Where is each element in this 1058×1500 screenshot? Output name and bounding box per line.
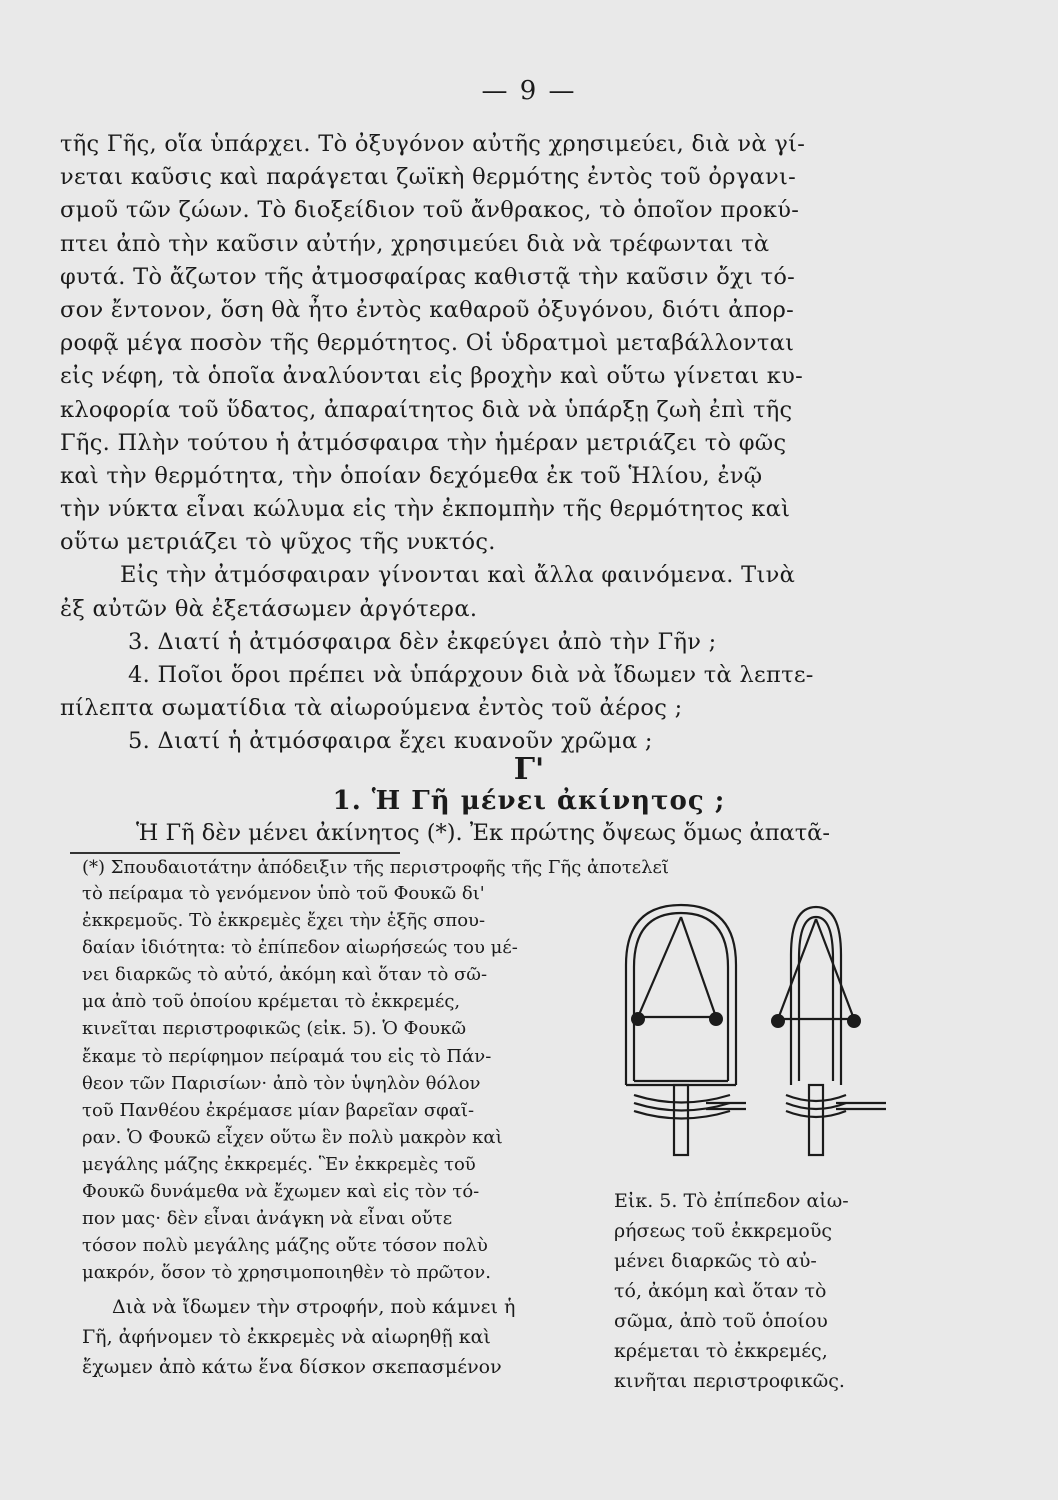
caption-line: κινῆται περιστροφικῶς.: [614, 1370, 845, 1392]
left-pendulum-strings: [638, 917, 716, 1017]
text-line: πτει ἀπὸ τὴν καῦσιν αὐτήν, χρησιμεύει διὰ νὰ τρέφωνται τὰ: [60, 230, 770, 257]
right-bob-2: [847, 1014, 861, 1028]
footnote-line: κινεῖται περιστροφικῶς (εἰκ. 5). Ὁ Φουκῶ: [82, 1018, 467, 1040]
text-line: Εἰς τὴν ἀτμόσφαιραν γίνονται καὶ ἄλλα φαινόμενα. Τινὰ: [120, 562, 796, 589]
footnote-head: (*) Σπουδαιοτάτην ἀπόδειξιν τῆς περιστροφῆς τῆς Γῆς ἀποτελεῖ: [82, 857, 669, 878]
question-4: 4. Ποῖοι ὅροι πρέπει νὰ ὑπάρχουν διὰ νὰ ἴδωμεν τὰ λεπτε-: [128, 662, 814, 688]
caption-line: τό, ἀκόμη καὶ ὅταν τὸ: [614, 1280, 827, 1302]
footnote-line: Γῆ, ἀφήνομεν τὸ ἐκκρεμὲς νὰ αἰωρηθῇ καὶ: [82, 1326, 491, 1348]
footnote-line: τοῦ Πανθέου ἐκρέμασε μίαν βαρεῖαν σφαῖ-: [82, 1099, 475, 1121]
footnote-line: πον μας· δὲν εἶναι ἀνάγκη νὰ εἶναι οὔτε: [82, 1208, 453, 1230]
text-line: Γῆς. Πλὴν τούτου ἡ ἀτμόσφαιρα τὴν ἡμέραν μετριάζει τὸ φῶς: [60, 429, 787, 456]
footnote-line: Διὰ νὰ ἴδωμεν τὴν στροφήν, ποὺ κάμνει ἡ: [112, 1296, 516, 1318]
question-5: 5. Διατί ἡ ἀτμόσφαιρα ἔχει κυανοῦν χρῶμα ;: [128, 728, 653, 755]
footnote-line: ἔκαμε τὸ περίφημον πείραμά του εἰς τὸ Πάν-: [82, 1045, 492, 1067]
footnote-line: τόσον πολὺ μεγάλης μάζης οὔτε τόσον πολὺ: [82, 1235, 488, 1257]
page-number: — 9 —: [481, 76, 577, 106]
footnote-continuation: [82, 1292, 602, 1382]
footnote-line: μα ἀπὸ τοῦ ὁποίου κρέμεται τὸ ἐκκρεμές,: [82, 991, 461, 1013]
text-line: ἐξ αὐτῶν θὰ ἐξετάσωμεν ἀργότερα.: [60, 595, 478, 622]
footnote-line: ἐκκρεμοῦς. Τὸ ἐκκρεμὲς ἔχει τὴν ἑξῆς σπου-: [82, 910, 486, 932]
footnote-line: ραν. Ὁ Φουκῶ εἶχεν οὕτω ἓν πολὺ μακρὸν καὶ: [82, 1126, 503, 1148]
text-line: τῆς Γῆς, οἵα ὑπάρχει. Τὸ ὀξυγόνον αὐτῆς χρησιμεύει, διὰ νὰ γί-: [60, 131, 806, 157]
figure-caption: [614, 1186, 896, 1396]
footnote-line: τὸ πείραμα τὸ γενόμενον ὑπὸ τοῦ Φουκῶ δι': [82, 883, 485, 904]
footnote-text: [82, 880, 602, 1286]
text-line: πίλεπτα σωματίδια τὰ αἰωρούμενα ἐντὸς τοῦ ἀέρος ;: [60, 695, 683, 722]
right-pendulum-strings: [778, 919, 854, 1019]
text-line: ροφᾷ μέγα ποσὸν τῆς θερμότητος. Οἱ ὑδρατμοὶ μεταβάλλονται: [60, 330, 795, 357]
text-line: σον ἔντονον, ὅση θὰ ἦτο ἐντὸς καθαροῦ ὀξυγόνου, διότι ἀπορ-: [60, 296, 795, 323]
text-line: καὶ τὴν θερμότητα, τὴν ὁποίαν δεχόμεθα ἐκ τοῦ Ἡλίου, ἐνῷ: [60, 462, 763, 489]
text-line: εἰς νέφη, τὰ ὁποῖα ἀναλύονται εἰς βροχὴν καὶ οὕτω γίνεται κυ-: [60, 363, 804, 390]
text-line: κλοφορία τοῦ ὕδατος, ἀπαραίτητος διὰ νὰ ὑπάρξῃ ζωὴ ἐπὶ τῆς: [60, 396, 793, 423]
caption-line: μένει διαρκῶς τὸ αὐ-: [614, 1250, 817, 1272]
footnote-line: θεον τῶν Παρισίων· ἀπὸ τὸν ὑψηλὸν θόλον: [82, 1072, 481, 1094]
footnote-line: Φουκῶ δυνάμεθα νὰ ἔχωμεν καὶ εἰς τὸν τό-: [82, 1181, 480, 1203]
text-line: φυτά. Τὸ ἄζωτον τῆς ἀτμοσφαίρας καθιστᾷ τὴν καῦσιν ὄχι τό-: [60, 263, 796, 290]
right-bob-1: [771, 1014, 785, 1028]
caption-line: κρέμεται τὸ ἐκκρεμές,: [614, 1340, 828, 1362]
caption-line: σῶμα, ἀπὸ τοῦ ὁποίου: [614, 1310, 828, 1332]
foucault-pendulum-figure: [606, 895, 896, 1175]
section-letter: Γ': [513, 752, 545, 787]
section-title: 1. Ἡ Γῆ μένει ἀκίνητος ;: [332, 786, 726, 816]
body-text: [60, 128, 890, 759]
footnote-line: νει διαρκῶς τὸ αὐτό, ἀκόμη καὶ ὅταν τὸ σῶ-: [82, 964, 488, 986]
caption-line: ρήσεως τοῦ ἐκκρεμοῦς: [614, 1220, 833, 1242]
text-line: οὕτω μετριάζει τὸ ψῦχος τῆς νυκτός.: [60, 529, 496, 556]
left-bob-1: [631, 1012, 645, 1026]
question-3: 3. Διατί ἡ ἀτμόσφαιρα δὲν ἐκφεύγει ἀπὸ τὴν Γῆν ;: [128, 628, 717, 655]
footnote-line: δαίαν ἰδιότητα: τὸ ἐπίπεδον αἰωρήσεώς του μέ-: [82, 937, 518, 959]
left-bob-2: [709, 1012, 723, 1026]
footnote-line: μεγάλης μάζης ἐκκρεμές. Ἓν ἐκκρεμὲς τοῦ: [82, 1153, 476, 1175]
text-line: τὴν νύκτα εἶναι κώλυμα εἰς τὴν ἐκπομπὴν τῆς θερμότητος καὶ: [60, 496, 791, 523]
text-line: σμοῦ τῶν ζώων. Τὸ διοξείδιον τοῦ ἄνθρακος, τὸ ὁποῖον προκύ-: [60, 197, 800, 224]
footnote-line: μακρόν, ὅσον τὸ χρησιμοποιηθὲν τὸ πρῶτον.: [82, 1262, 491, 1284]
text-line: νεται καῦσις καὶ παράγεται ζωϊκὴ θερμότης ἐντὸς τοῦ ὀργανι-: [60, 164, 797, 191]
section-first-line: Ἡ Γῆ δὲν μένει ἀκίνητος (*). Ἐκ πρώτης ὄψεως ὅμως ἀπατᾶ-: [136, 820, 830, 846]
footnote-line: ἔχωμεν ἀπὸ κάτω ἕνα δίσκον σκεπασμένον: [82, 1356, 502, 1378]
caption-line: Εἰκ. 5. Τὸ ἐπίπεδον αἰω-: [614, 1190, 849, 1212]
